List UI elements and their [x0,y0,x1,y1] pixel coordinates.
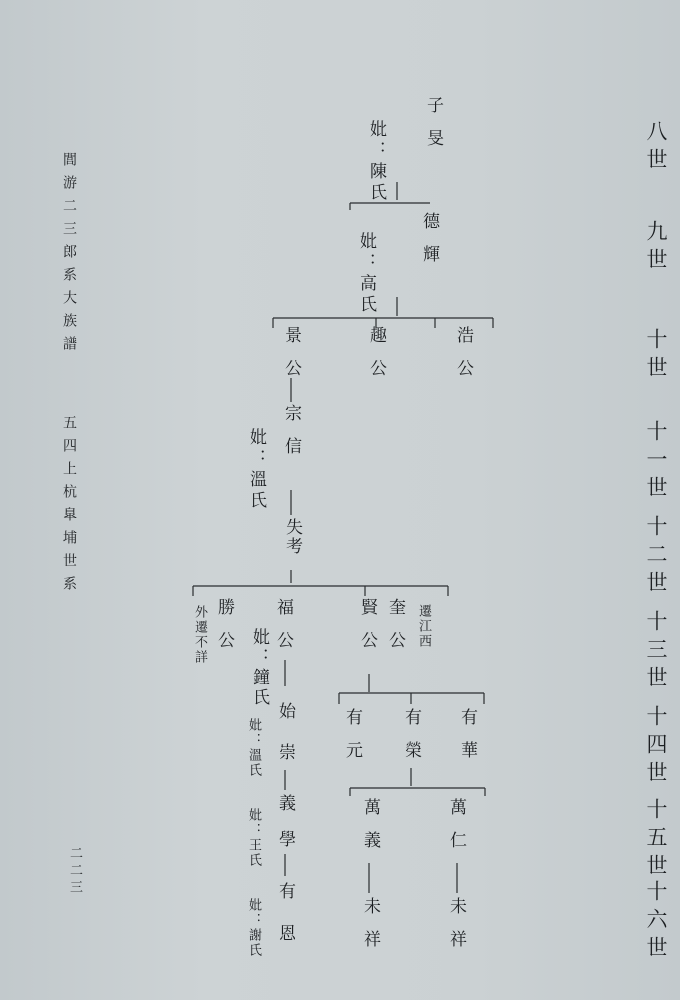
person-xian: 賢公 [357,598,377,664]
section-title: 五四上杭臯埔世系 [61,415,77,599]
person-unknown: 失考 [282,518,302,556]
migration-note: 遷江西 [416,604,431,649]
person-youhua: 有華 [457,708,477,774]
person-youyuan: 有元 [342,708,362,774]
book-title: 閭游二三郎系大族譜 [61,152,77,359]
gen-label: 十六世 [644,880,668,964]
person-name: 義 [275,794,295,811]
spouse-label: 妣：溫氏 [246,428,266,512]
person-weixiang: 未祥 [446,897,466,963]
person-wanyi: 萬義 [360,798,380,864]
person-name: 崇 [275,743,295,760]
person-name: 始 [275,702,295,719]
person-name: 德輝 [419,212,439,278]
person-kui: 奎公 [385,598,405,664]
spouse-label: 妣：謝氏 [246,898,261,958]
person-name: 恩 [275,924,295,941]
gen-label: 十一世 [644,420,668,504]
gen-label: 十三世 [644,610,668,694]
person-qu: 趣公 [366,326,386,392]
person-fu: 福公 [273,598,293,664]
migration-note: 外遷不詳 [192,605,207,665]
person-name: 子旻 [423,96,443,162]
person-sheng: 勝公 [214,598,234,664]
gen-label: 十二世 [644,515,668,599]
gen-label: 九世 [644,220,668,276]
gen-label: 十世 [644,328,668,384]
spouse-label: 妣：溫氏 [246,718,261,778]
spouse-label: 妣：高氏 [356,232,376,316]
person-jing: 景公 [281,326,301,392]
spouse-label: 妣：陳氏 [366,120,386,204]
person-yourong: 有榮 [401,708,421,774]
page-number: 二二三 [67,846,82,897]
gen-label: 十五世 [644,798,668,882]
person-weixiang: 未祥 [360,897,380,963]
gen-label: 十四世 [644,705,668,789]
spouse-label: 妣：王氏 [246,808,261,868]
person-hao: 浩公 [453,326,473,392]
gen-label: 八世 [644,120,668,176]
person-name: 有 [275,882,295,899]
person-zongxin: 宗信 [281,404,301,470]
person-name: 學 [275,830,295,847]
spouse-label: 妣：鐘氏 [249,628,269,708]
person-wanren: 萬仁 [446,798,466,864]
